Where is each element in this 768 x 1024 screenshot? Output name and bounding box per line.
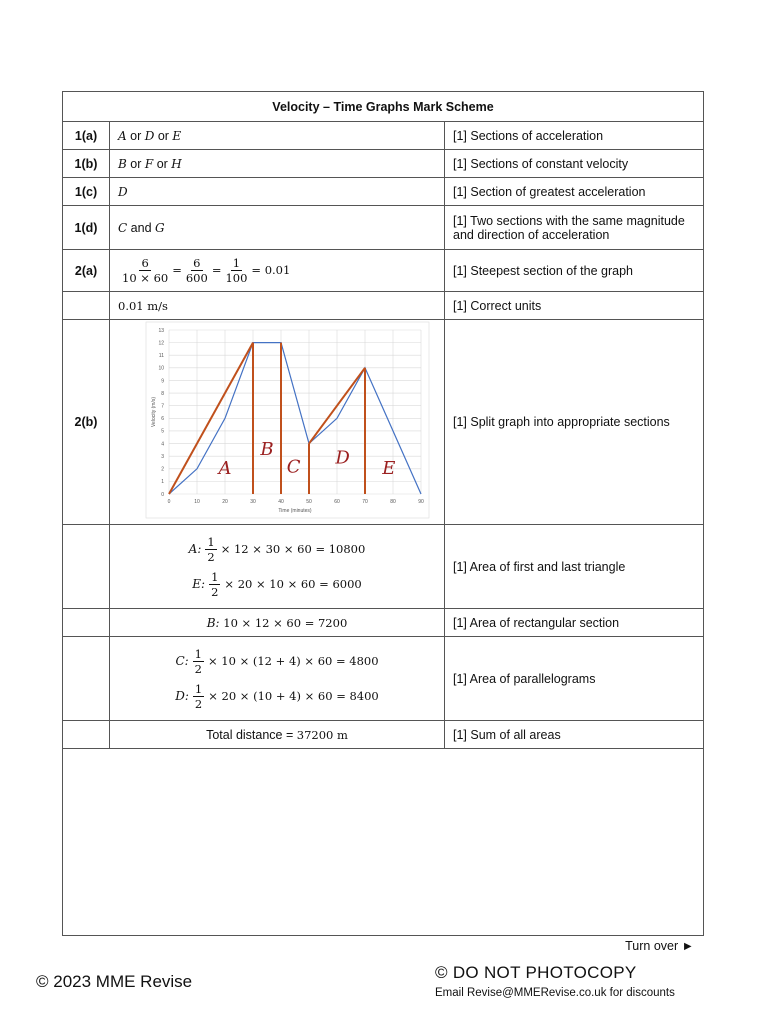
answer-cell: D xyxy=(110,178,445,206)
question-number: 2(a) xyxy=(63,250,110,292)
y-tick-label: 7 xyxy=(161,403,164,410)
section-label: A xyxy=(218,457,232,479)
y-tick-label: 9 xyxy=(161,378,164,385)
x-tick-label: 80 xyxy=(390,499,396,505)
mark-cell: [1] Area of parallelograms xyxy=(445,637,704,721)
answer-cell: $\frac{6}{10 \times 60}$ = $\frac{6}{600}$ = $\frac{1}{100}$ = 0.01 xyxy=(110,250,445,292)
mark-cell: [1] Two sections with the same magnitude and direction of acceleration xyxy=(445,206,704,250)
y-tick-label: 10 xyxy=(158,365,164,372)
section-label: B xyxy=(260,438,274,460)
y-tick-label: 2 xyxy=(161,466,164,473)
row-2a-units xyxy=(63,292,704,320)
x-axis-label: Time (minutes) xyxy=(278,508,312,514)
equation-e: E: $\frac{1}{2}$ × 20 × 10 × 60 = 6000 xyxy=(192,569,362,599)
section-label: D xyxy=(335,447,350,469)
mark-cell: [1] Section of greatest acceleration xyxy=(445,178,704,206)
y-tick-label: 8 xyxy=(161,390,164,397)
y-tick-label: 11 xyxy=(158,353,164,360)
chart-frame xyxy=(146,322,429,518)
x-tick-label: 20 xyxy=(222,499,228,505)
y-tick-label: 0 xyxy=(161,491,164,498)
y-tick-label: 1 xyxy=(161,479,164,486)
y-axis-label: Velocity (m/s) xyxy=(151,396,157,428)
table-title: Velocity – Time Graphs Mark Scheme xyxy=(63,92,704,122)
answer-cell xyxy=(110,525,445,609)
discount-email-text: Email Revise@MMERevise.co.uk for discounts xyxy=(435,987,675,999)
answer-cell: B: 10 × 12 × 60 = 7200 xyxy=(110,609,445,637)
row-a-e xyxy=(63,525,704,609)
mark-cell: [1] Sum of all areas xyxy=(445,721,704,749)
row-1c xyxy=(63,178,704,206)
x-tick-label: 50 xyxy=(306,499,312,505)
copyright-text: © 2023 MME Revise xyxy=(36,972,193,991)
x-tick-label: 60 xyxy=(334,499,340,505)
row-2a xyxy=(63,250,704,292)
x-tick-label: 0 xyxy=(167,499,171,505)
mark-cell: [1] Sections of acceleration xyxy=(445,122,704,150)
row-b xyxy=(63,609,704,637)
question-number: 1(d) xyxy=(63,206,110,250)
y-tick-label: 5 xyxy=(161,428,164,435)
fraction: $\frac{6}{600}$ xyxy=(185,256,208,285)
mark-cell: [1] Area of rectangular section xyxy=(445,609,704,637)
y-tick-label: 13 xyxy=(158,327,164,334)
row-c-d xyxy=(63,637,704,721)
answer-cell: 0.01 m/s xyxy=(110,292,445,320)
row-1b xyxy=(63,150,704,178)
y-tick-label: 4 xyxy=(161,441,164,448)
y-tick-label: 3 xyxy=(161,453,164,460)
x-tick-label: 70 xyxy=(362,499,368,505)
do-not-photocopy-text: © DO NOT PHOTOCOPY xyxy=(435,963,637,982)
row-1a xyxy=(63,122,704,150)
question-number: 1(c) xyxy=(63,178,110,206)
question-number: 1(a) xyxy=(63,122,110,150)
equation-c: C: $\frac{1}{2}$ × 10 × (12 + 4) × 60 = 4800 xyxy=(175,646,379,676)
equation-d: D: $\frac{1}{2}$ × 20 × (10 + 4) × 60 = 8400 xyxy=(175,681,379,711)
x-tick-label: 10 xyxy=(194,499,200,505)
answer-cell: A or D or E xyxy=(110,122,445,150)
equation-a: A: $\frac{1}{2}$ × 12 × 30 × 60 = 10800 xyxy=(188,534,366,564)
y-tick-label: 12 xyxy=(158,340,164,347)
mark-cell: [1] Split graph into appropriate sections xyxy=(445,320,704,525)
x-tick-label: 30 xyxy=(250,499,256,505)
section-label: C xyxy=(286,456,301,478)
x-tick-label: 90 xyxy=(418,499,424,505)
graph-cell xyxy=(110,320,445,525)
answer-cell: C and G xyxy=(110,206,445,250)
answer-cell xyxy=(110,637,445,721)
turn-over-label: Turn over ► xyxy=(625,939,694,953)
y-tick-label: 6 xyxy=(161,416,164,423)
mark-cell: [1] Correct units xyxy=(445,292,704,320)
question-number: 1(b) xyxy=(63,150,110,178)
mark-cell: [1] Area of first and last triangle xyxy=(445,525,704,609)
x-tick-label: 40 xyxy=(278,499,284,505)
answer-cell: B or F or H xyxy=(110,150,445,178)
row-1d xyxy=(63,206,704,250)
row-2b xyxy=(63,320,704,525)
answer-cell: Total distance = 37200 m xyxy=(110,721,445,749)
velocity-time-graph xyxy=(110,320,444,521)
mark-cell: [1] Sections of constant velocity xyxy=(445,150,704,178)
fraction: $\frac{6}{10 \times 60}$ xyxy=(122,256,169,285)
mark-scheme-table xyxy=(62,91,704,749)
mark-cell: [1] Steepest section of the graph xyxy=(445,250,704,292)
fraction: $\frac{1}{100}$ xyxy=(225,256,248,285)
section-label: E xyxy=(382,457,396,479)
question-number: 2(b) xyxy=(63,320,110,525)
row-total xyxy=(63,721,704,749)
